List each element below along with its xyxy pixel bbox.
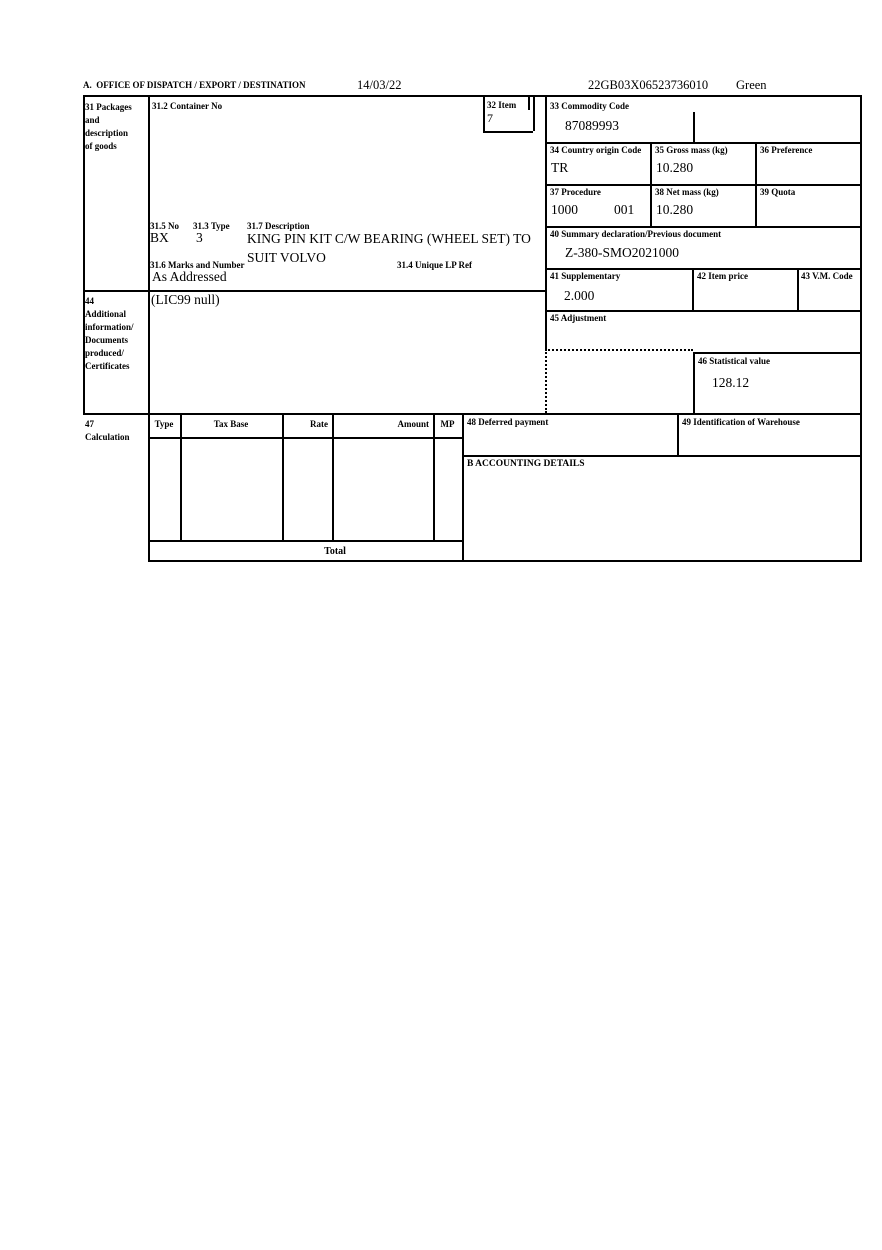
procedure-code-value: 1000 [551,202,578,217]
commodity-code-value: 87089993 [565,118,619,133]
item-box-left [483,95,485,131]
supplementary-units-value: 2.000 [564,288,595,303]
item-box-right [533,95,535,131]
box31-caption-line: description [85,128,129,138]
marks-numbers-value: As Addressed [152,269,227,284]
divider-line [462,455,862,457]
box32-item-label: 32 Item [487,100,517,110]
form-top-border [83,95,862,97]
previous-document-value: Z-380-SMO2021000 [565,245,679,260]
calc-body-bottom-divider [148,540,462,542]
box40-previous-doc-label: 40 Summary declaration/Previous document [550,229,722,239]
box33-commodity-label: 33 Commodity Code [550,101,629,111]
divider-line [693,352,695,413]
country-origin-value: TR [551,160,569,175]
calc-col-tax-base: Tax Base [213,419,249,429]
declaration-date: 14/03/22 [357,78,402,92]
calc-col-type: Type [154,419,174,429]
item-number-value: 7 [487,111,493,125]
gross-mass-value: 10.280 [656,160,694,175]
box31-caption-line: and [85,115,100,125]
calc-col-mp: MP [440,419,455,429]
box31-caption-line: 31 Packages [85,102,132,112]
box31-3-type-label: 31.3 Type [193,221,230,231]
procedure-additional-value: 001 [614,202,635,217]
calc-header-divider [148,437,462,439]
divider-line [83,413,862,415]
box42-item-price-label: 42 Item price [697,271,748,281]
box37-procedure-label: 37 Procedure [550,187,601,197]
divider-line [462,413,464,560]
divider-line [545,95,547,349]
box31-7-description-label: 31.7 Description [247,221,310,231]
box44-caption-line: Additional [85,309,127,319]
calc-col-amount: Amount [397,419,429,429]
divider-line [545,268,862,270]
box31-5-no-label: 31.5 No [150,221,179,231]
box41-supplementary-label: 41 Supplementary [550,271,621,281]
package-kind-value: BX [150,230,169,245]
box47-caption-line: Calculation [85,432,130,442]
box44-caption-line: Documents [85,335,128,345]
divider-line [545,310,862,312]
box34-origin-label: 34 Country origin Code [550,145,642,155]
additional-information-value: (LIC99 null) [151,292,220,307]
calc-col-divider [433,413,435,540]
box39-quota-label: 39 Quota [760,187,796,197]
divider-line [545,142,862,144]
box47-caption-line: 47 [85,419,94,429]
calc-col-divider [180,413,182,540]
routing-status: Green [736,78,767,92]
box48-deferred-payment-label: 48 Deferred payment [467,417,549,427]
calc-col-rate: Rate [310,419,328,429]
box35-gross-mass-label: 35 Gross mass (kg) [655,145,728,155]
calc-col-divider [282,413,284,540]
box49-warehouse-label: 49 Identification of Warehouse [682,417,800,427]
divider-line [693,352,862,354]
package-count-value: 3 [196,230,203,245]
statistical-value: 128.12 [712,375,750,390]
commodity-code-divider [693,112,695,142]
dotted-divider-line [545,349,547,413]
form-bottom-border [148,560,862,562]
box31-2-container-label: 31.2 Container No [152,101,223,111]
box45-adjustment-label: 45 Adjustment [550,313,607,323]
box31-6-marks-label: 31.6 Marks and Number [150,260,245,270]
calc-total-label: Total [324,546,346,557]
box31-4-lp-ref-label: 31.4 Unique LP Ref [397,260,473,270]
box43-vm-code-label: 43 V.M. Code [801,271,853,281]
movement-reference-number: 22GB03X06523736010 [588,78,709,92]
item-box-tick [528,95,530,110]
calc-col-divider [332,413,334,540]
section-a-heading: A. OFFICE OF DISPATCH / EXPORT / DESTINATION [83,80,306,90]
box44-caption-line: produced/ [85,348,124,358]
divider-line [545,226,862,228]
accounting-details-heading: B ACCOUNTING DETAILS [467,459,585,469]
divider-line [650,142,652,226]
divider-line [692,268,694,310]
box38-net-mass-label: 38 Net mass (kg) [655,187,719,197]
box46-statistical-value-label: 46 Statistical value [698,356,770,366]
box44-caption-line: 44 [85,296,94,306]
form-right-border [860,95,862,560]
divider-line [797,268,799,310]
divider-line [148,95,150,560]
divider-line [677,413,679,455]
goods-description-value: KING PIN KIT C/W BEARING (WHEEL SET) TO SUIT VOLVO [247,231,531,265]
divider-line [755,142,757,226]
box31-caption-line: of goods [85,141,117,151]
box44-caption-line: information/ [85,322,134,332]
box44-caption-line: Certificates [85,361,130,371]
box36-preference-label: 36 Preference [760,145,813,155]
net-mass-value: 10.280 [656,202,694,217]
item-box-bottom [483,131,533,133]
adjustment-dotted-divider [545,349,693,351]
divider-line [545,184,862,186]
